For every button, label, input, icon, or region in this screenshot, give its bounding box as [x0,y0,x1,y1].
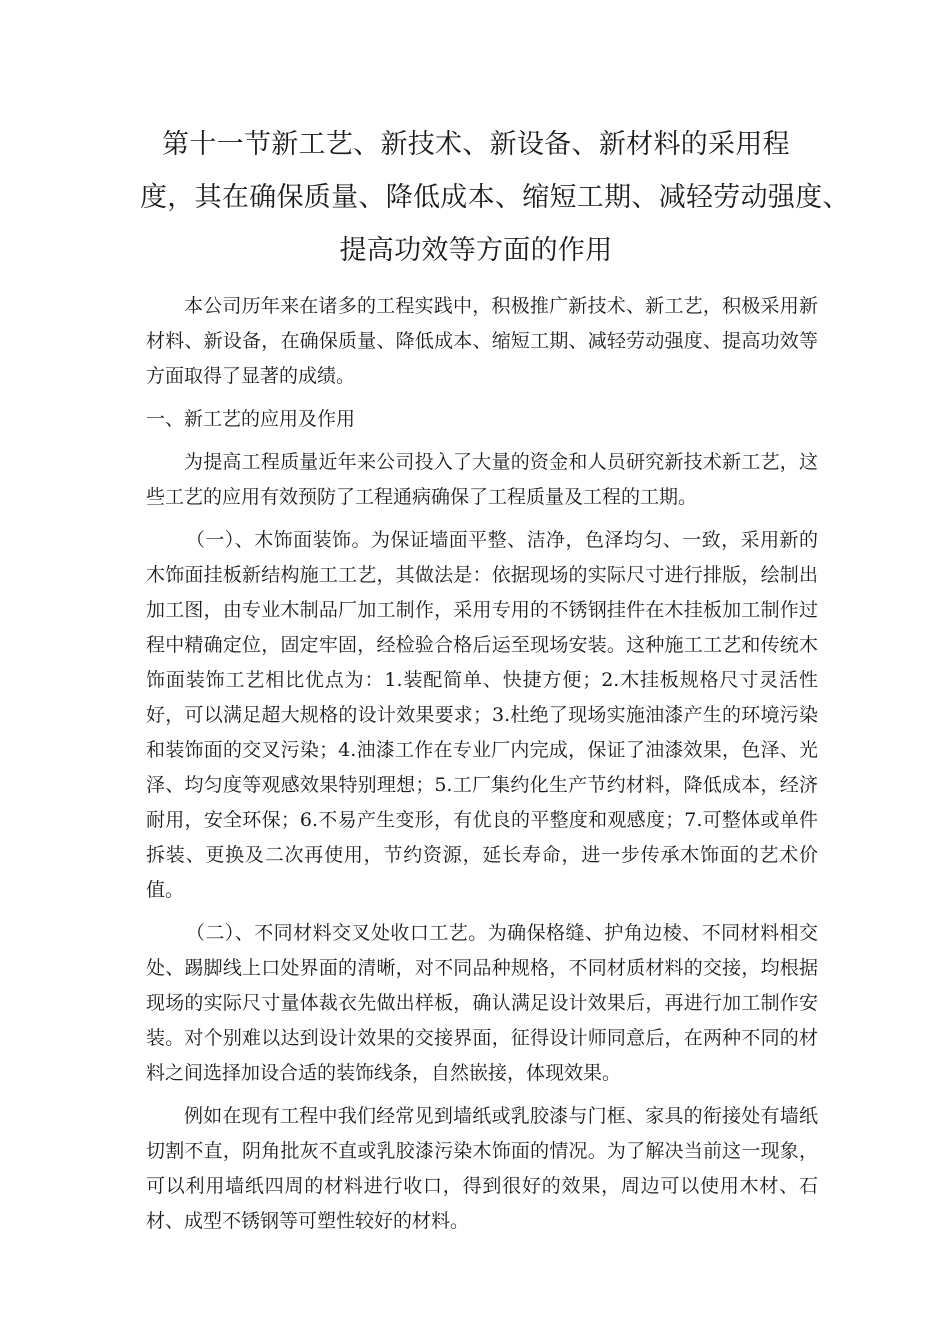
title-line: 度，其在确保质量、降低成本、缩短工期、减轻劳动强度、 [140,182,850,213]
wood-veneer-paragraph: （一）、木饰面装饰。为保证墙面平整、洁净，色泽均匀、一致，采用新的木饰面挂板新结构施工工艺，其做法是：依据现场的实际尺寸进行排版，绘制出加工图，由专业木制品厂加工制作，采用专用的不锈钢挂件在木挂板加工制作过程中精确定位，固定牢固，经检验合格后运至现场安装。这种施工工艺和传统木饰面装饰工艺相比优点为：1.装配简单、快捷方便；2.木挂板规格尺寸灵活性好，可以满足超大规格的设计效果要求；3.杜绝了现场实施油漆产生的环境污染和装饰面的交叉污染；4.油漆工作在专业厂内完成，保证了油漆效果，色泽、光泽、均匀度等观感效果特别理想；5.工厂集约化生产节约材料，降低成本，经济耐用，安全环保；6.不易产生变形，有优良的平整度和观感度；7.可整体或单件拆装、更换及二次再使用，节约资源，延长寿命，进一步传承木饰面的艺术价值。 [146,529,818,901]
section-heading: 一、新工艺的应用及作用 [146,408,356,430]
intro-paragraph: 本公司历年来在诸多的工程实践中，积极推广新技术、新工艺，积极采用新材料、新设备，在确保质量、降低成本、缩短工期、减轻劳动强度、提高功效等方面取得了显著的成绩。 [146,295,818,387]
document-body [146,289,818,1247]
title-line: 提高功效等方面的作用 [339,235,613,266]
title-line: 第十一节新工艺、新技术、新设备、新材料的采用程 [162,129,790,160]
document-title [140,118,850,277]
example-paragraph: 例如在现有工程中我们经常见到墙纸或乳胶漆与门框、家具的衔接处有墙纸切割不直，阴角批灰不直或乳胶漆污染木饰面的情况。为了解决当前这一现象，可以利用墙纸四周的材料进行收口，得到很好的效果，周边可以使用木材、石材、成型不锈钢等可塑性较好的材料。 [146,1105,818,1232]
material-junction-paragraph: （二）、不同材料交叉处收口工艺。为确保格缝、护角边棱、不同材料相交处、踢脚线上口处界面的清晰，对不同品种规格，不同材质材料的交接，均根据现场的实际尺寸量体裁衣先做出样板，确认满足设计效果后，再进行加工制作安装。对个别难以达到设计效果的交接界面，征得设计师同意后，在两种不同的材料之间选择加设合适的装饰线条，自然嵌接，体现效果。 [146,922,818,1084]
section-paragraph: 为提高工程质量近年来公司投入了大量的资金和人员研究新技术新工艺，这些工艺的应用有效预防了工程通病确保了工程质量及工程的工期。 [146,451,818,508]
